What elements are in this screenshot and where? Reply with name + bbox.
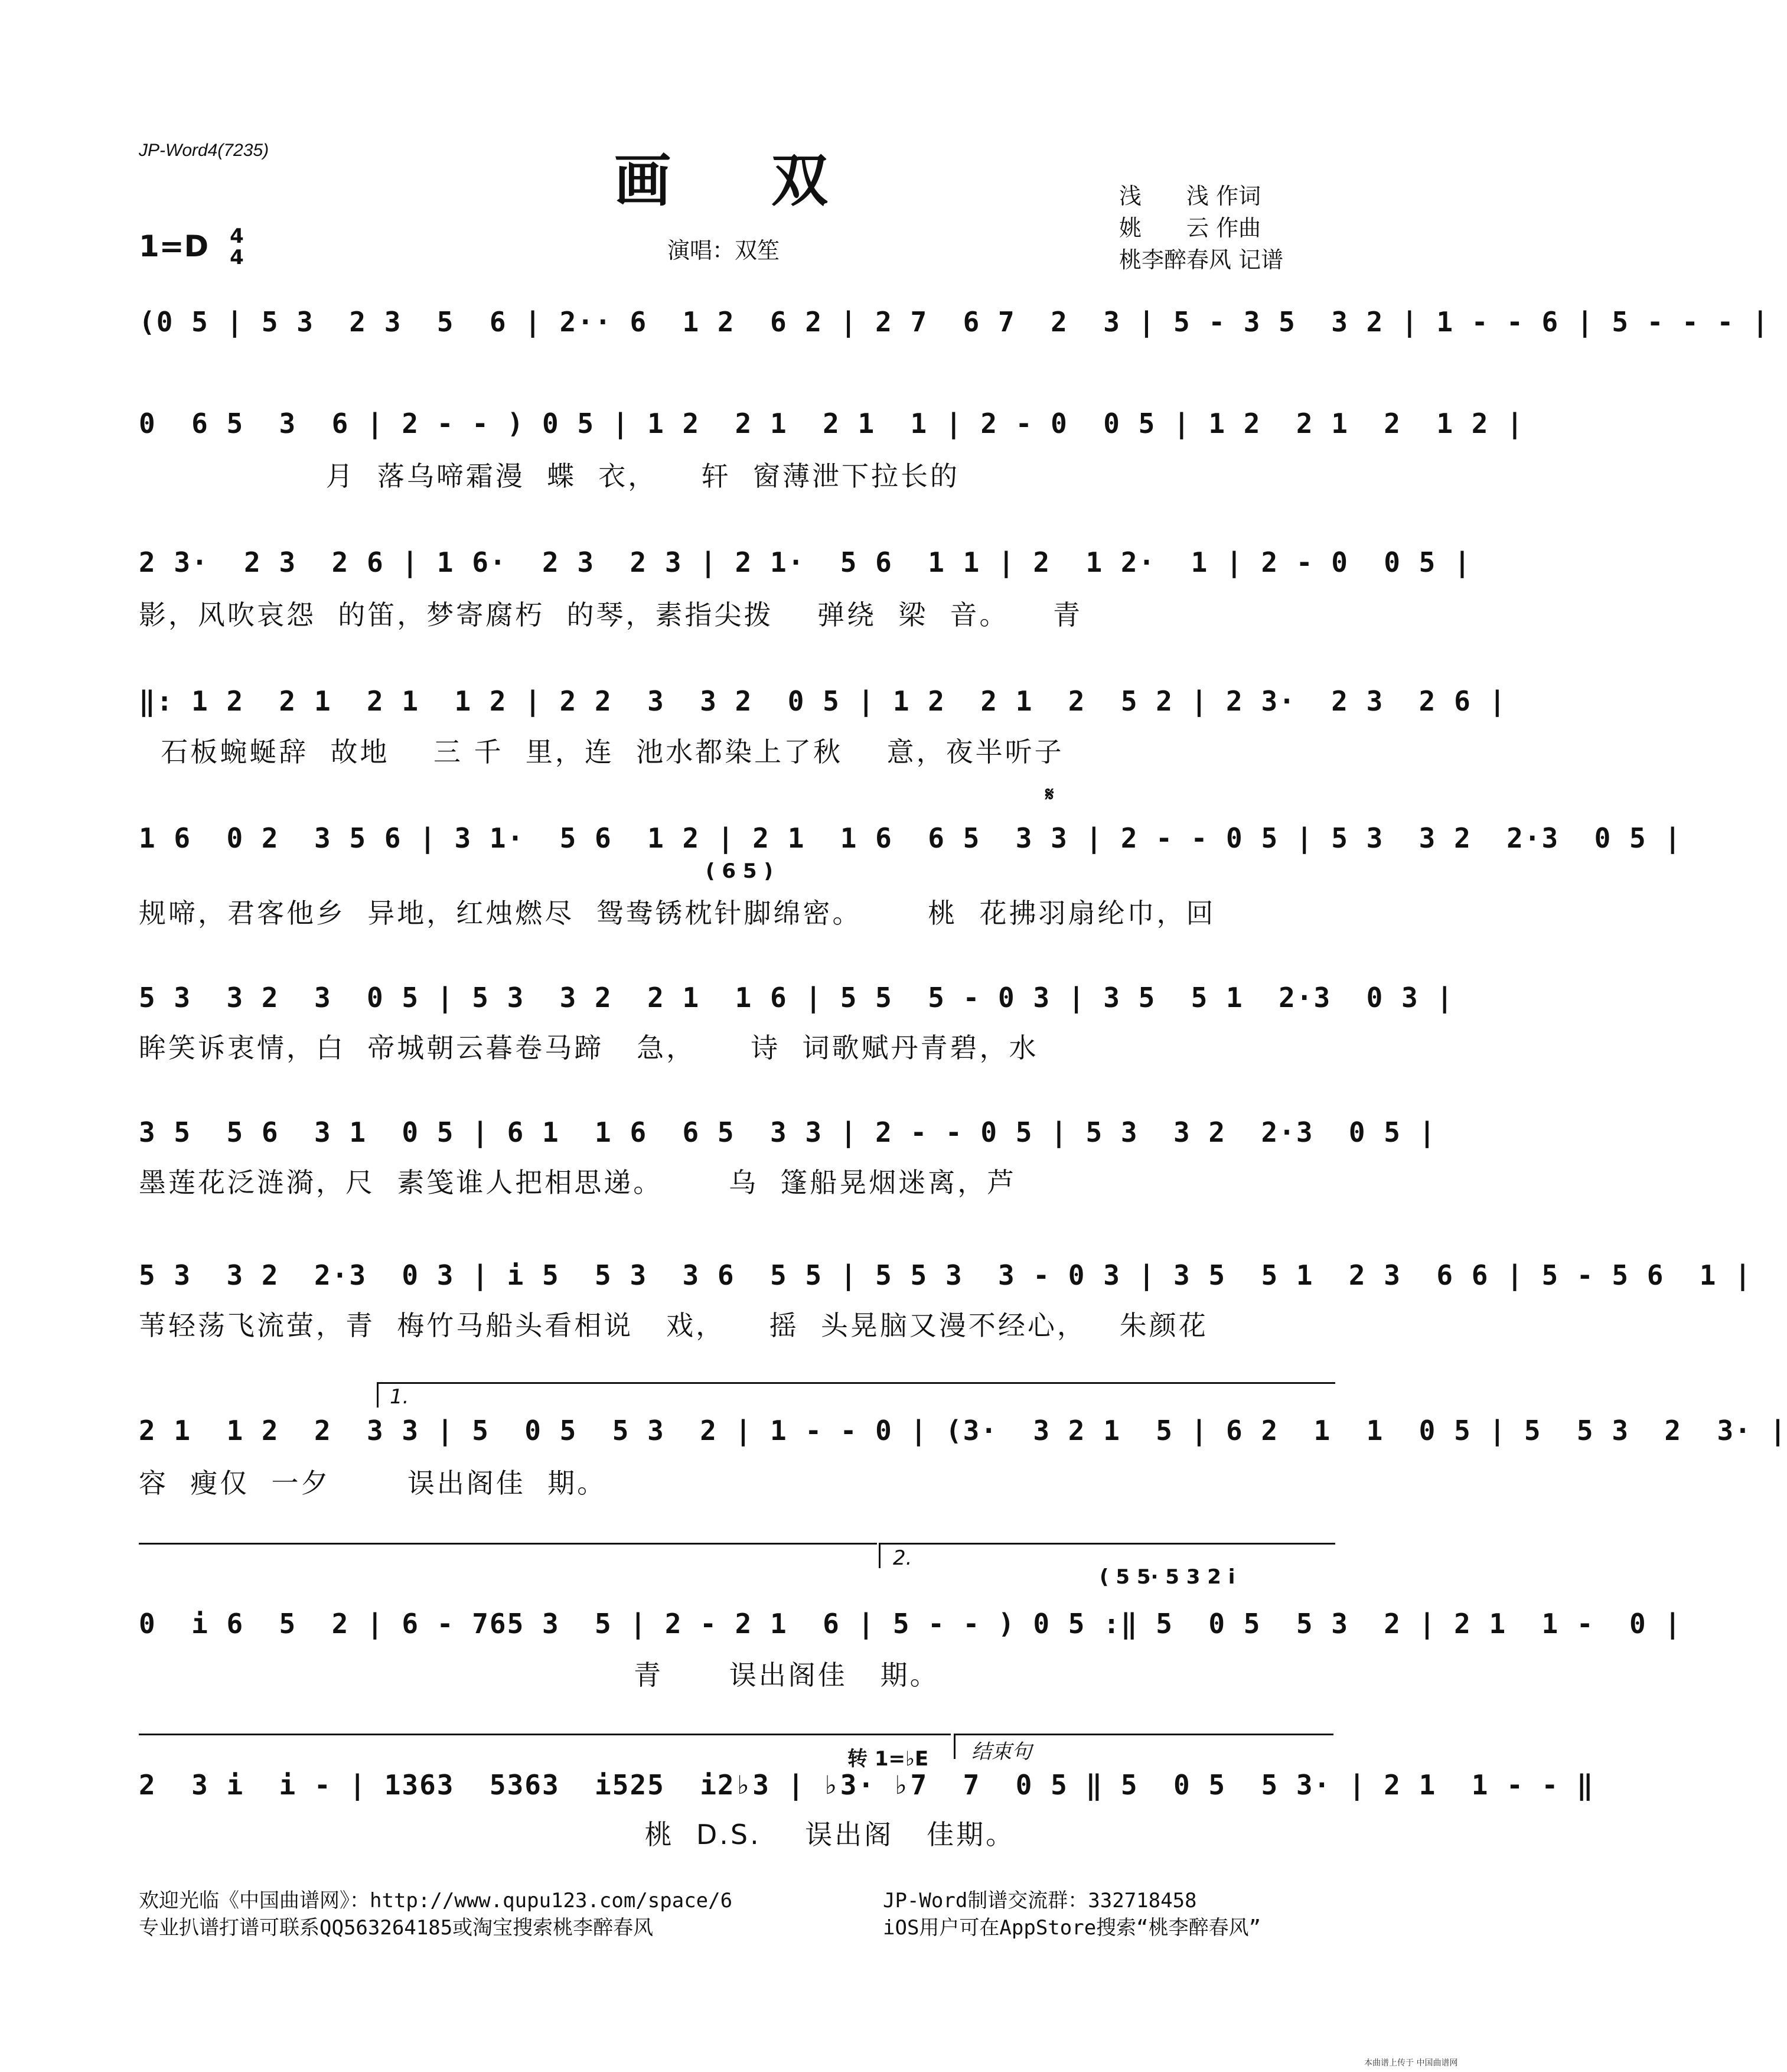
lyric-row-2: 月 落乌啼霜漫 蝶 衣， 轩 窗薄泄下拉长的	[139, 460, 960, 492]
time-bottom: 4	[230, 246, 244, 269]
ending-label: 结束句	[971, 1740, 1032, 1764]
lyric-row-5: 规啼，君客他乡 异地，红烛燃尽 鸳鸯锈枕针脚绵密。 桃 花拂羽扇纶巾，回	[139, 897, 1216, 929]
lyric-row-4: 石板蜿蜒辞 故地 三 千 里，连 池水都染上了秋 意，夜半听子	[139, 736, 1064, 768]
lyric-row-8: 苇轻荡飞流萤，青 梅竹马船头看相说 戏， 摇 头晃脑又漫不经心， 朱颜花	[139, 1309, 1208, 1341]
upload-stamp: 本曲谱上传于 中国曲谱网	[1364, 2058, 1458, 2068]
lyric-row-3: 影，风吹哀怨 的笛，梦寄腐朽 的琴，素指尖拨 弹绕 梁 音。 青	[139, 599, 1082, 631]
score-row-2: 0 6 5 3 6 | 2 - - ) 0 5 | 1 2 2 1 2 1 1 | 2 - 0 0 5 | 1 2 2 1 2 1 2 |	[139, 408, 1524, 439]
score-row-11: 2 3 i i - | 1363 5363 i525 i2♭3 | ♭3· ♭7 7 0 5 ‖ 5 0 5 5 3· | 2 1 1 - - ‖	[139, 1769, 1594, 1801]
footer-website: 欢迎光临《中国曲谱网》：http://www.qupu123.com/space/6	[139, 1889, 733, 1913]
volta-2-bracket	[879, 1543, 1335, 1568]
footer-group: JP-Word制谱交流群：332718458	[883, 1889, 1197, 1913]
volta-1-bracket	[377, 1382, 1335, 1408]
score-row-10: 0 i 6 5 2 | 6 - 765 3 5 | 2 - 2 1 6 | 5 - - ) 0 5 :‖ 5 0 5 5 3 2 | 2 1 1 - 0 |	[139, 1608, 1682, 1640]
time-top: 4	[230, 224, 244, 248]
author-credits: 浅 浅 作词 姚 云 作曲 桃李醉春风 记谱	[1119, 183, 1284, 273]
lyric-row-7: 墨莲花泛涟漪，尺 素笺谁人把相思递。 乌 篷船晃烟迷离，芦	[139, 1167, 1017, 1198]
score-row-5: 1 6 0 2 3 5 6 | 3 1· 5 6 1 2 | 2 1 1 6 6 5 3 3 | 2 - - 0 5 | 5 3 3 2 2·3 0 5 |	[139, 822, 1682, 854]
footer-contact: 专业扒谱打谱可联系QQ563264185或淘宝搜索桃李醉春风	[139, 1916, 654, 1940]
software-label: JP-Word4(7235)	[139, 141, 269, 160]
modulation-mark: 转 1=♭E	[847, 1747, 929, 1771]
lyric-row-11: 桃 D.S. 误出阁 佳期。	[139, 1819, 1016, 1851]
lyric-row-9: 容 瘦仅 一夕 误出阁佳 期。	[139, 1467, 607, 1499]
score-row-1: (0 5 | 5 3 2 3 5 6 | 2·· 6 1 2 6 2 | 2 7 6 7 2 3 | 5 - 3 5 3 2 | 1 - - 6 | 5 - - - |	[139, 306, 1770, 338]
singer-credit: 演唱：双笙	[667, 237, 780, 263]
score-row-9: 2 1 1 2 2 3 3 | 5 0 5 5 3 2 | 1 - - 0 | (3· 3 2 1 5 | 6 2 1 1 0 5 | 5 5 3 2 3· |	[139, 1415, 1787, 1447]
song-title: 画双	[614, 147, 928, 214]
system-rule	[139, 1543, 877, 1545]
volta-1-label: 1.	[390, 1385, 409, 1409]
score-row-7: 3 5 5 6 3 1 0 5 | 6 1 1 6 6 5 3 3 | 2 - - 0 5 | 5 3 3 2 2·3 0 5 |	[139, 1116, 1437, 1148]
score-row-8: 5 3 3 2 2·3 0 3 | i 5 5 3 3 6 5 5 | 5 5 3 3 - 0 3 | 3 5 5 1 2 3 6 6 | 5 - 5 6 1 |	[139, 1259, 1752, 1291]
score-row-6: 5 3 3 2 3 0 5 | 5 3 3 2 2 1 1 6 | 5 5 5 - 0 3 | 3 5 5 1 2·3 0 3 |	[139, 982, 1455, 1014]
score-row-3: 2 3· 2 3 2 6 | 1 6· 2 3 2 3 | 2 1· 5 6 1 1 | 2 1 2· 1 | 2 - 0 0 5 |	[139, 546, 1472, 578]
score-row-4: ‖: 1 2 2 1 2 1 1 2 | 2 2 3 3 2 0 5 | 1 2 2 1 2 5 2 | 2 3· 2 3 2 6 |	[139, 685, 1507, 717]
key-signature: 1=D	[139, 229, 209, 263]
lyric-row-10: 青 误出阁佳 期。	[139, 1659, 940, 1691]
time-signature	[228, 226, 246, 268]
volta-2-label: 2.	[893, 1546, 912, 1570]
lyric-row-6: 眸笑诉衷情，白 帝城朝云暮卷马蹄 急， 诗 词歌赋丹青碧，水	[139, 1032, 1039, 1064]
system-rule-2	[139, 1734, 951, 1735]
segno-sign: 𝄋	[1045, 783, 1054, 806]
footer-app: iOS用户可在AppStore搜索“桃李醉春风”	[883, 1916, 1261, 1940]
alternate-notes: ( 6 5 )	[706, 859, 773, 883]
upper-voice-notes: ( 5 5· 5 3 2 i	[1100, 1565, 1235, 1589]
